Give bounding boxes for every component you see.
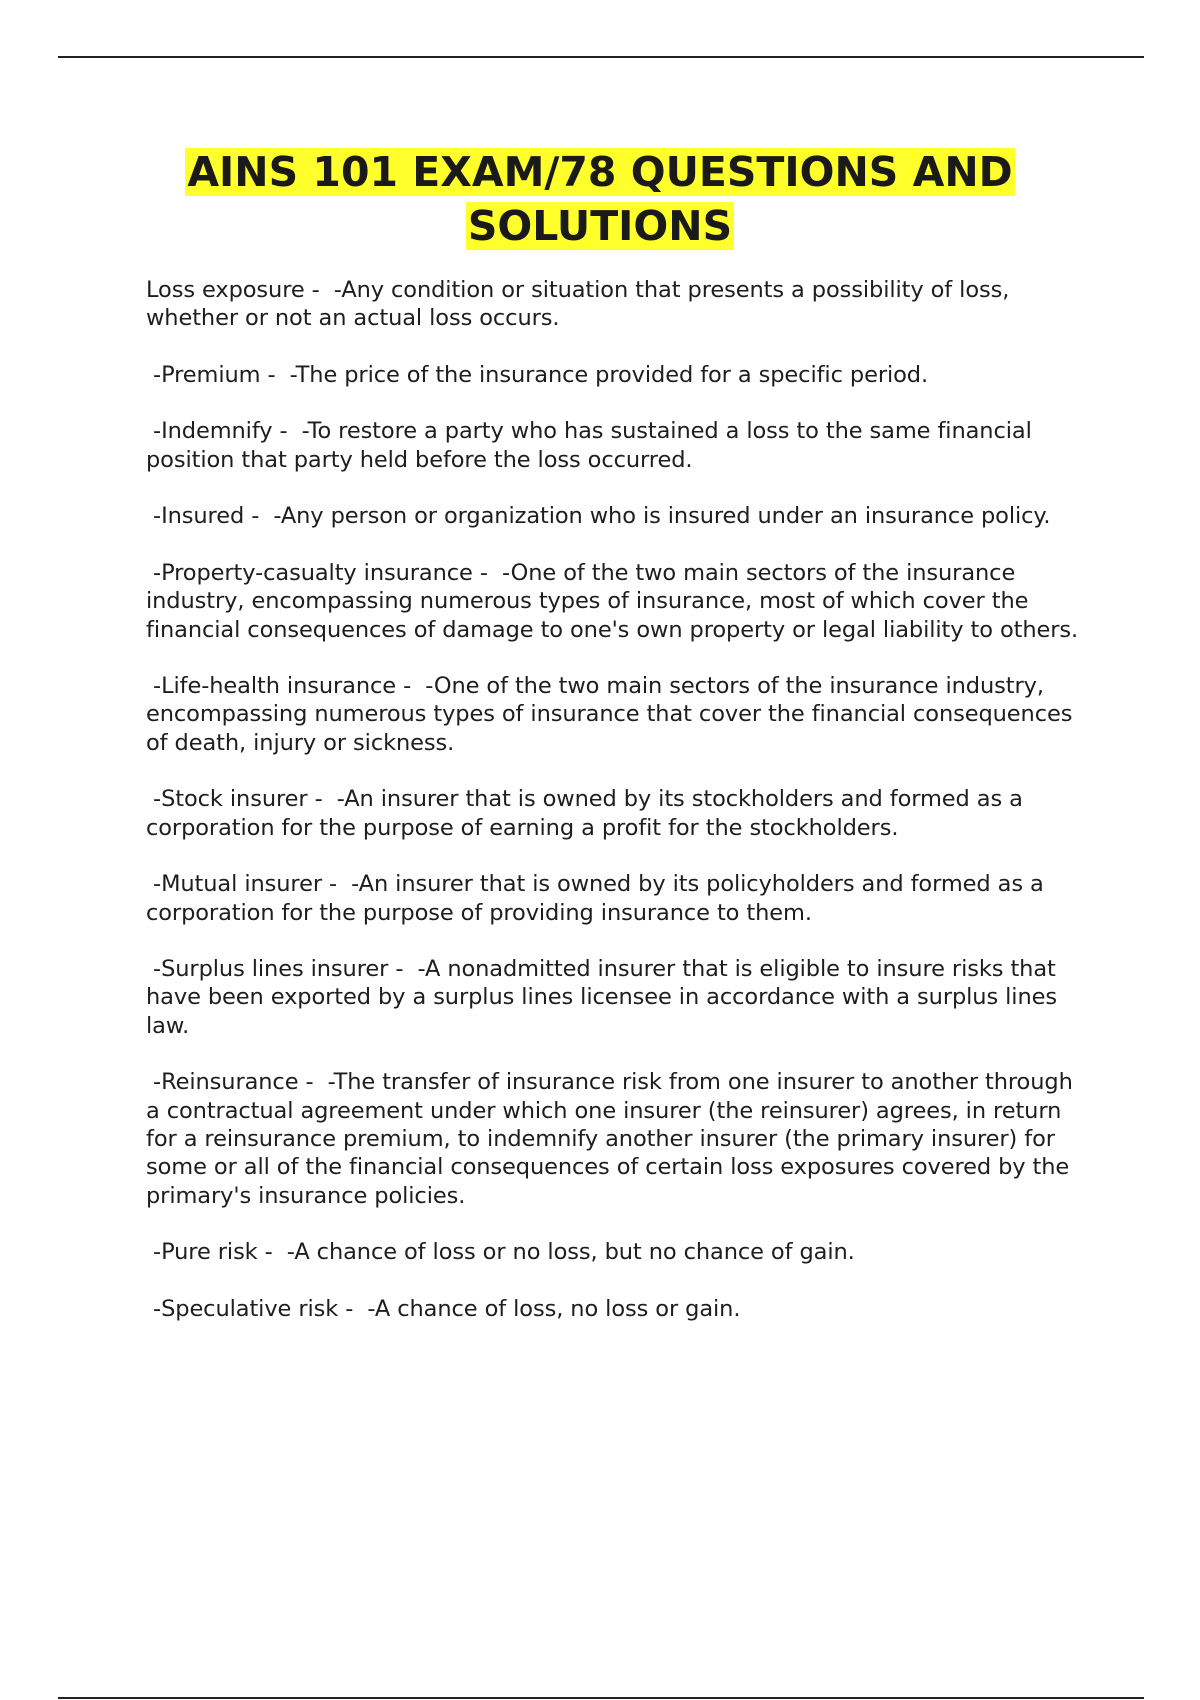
entry-definition: To restore a party who has sustained a loss to the same financial position that party held before the loss occurred. [146,418,1032,473]
entry-definition: One of the two main sectors of the insurance industry, encompassing numerous types of insurance that cover the financial consequences of death, injury or sickness. [146,673,1073,756]
entry-term: Premium [161,361,261,388]
entry-separator: - - [298,1069,334,1096]
entry-separator: - - [338,1295,375,1322]
entry-lead: - [146,418,162,445]
entry-term: Insured [161,503,245,530]
entry-separator: - - [321,871,359,898]
entry-separator: - - [396,673,434,700]
flashcard-entry [146,785,1091,842]
entry-lead: - [146,956,162,983]
flashcard-list [146,276,1091,1351]
flashcard-entry [146,502,1091,530]
entry-term: Speculative risk [161,1295,339,1322]
entry-term: Indemnify [161,418,273,445]
entry-lead: - [146,503,162,530]
entry-lead: - [146,361,162,388]
entry-definition: An insurer that is owned by its stockholders and formed as a corporation for the purpose of earning a profit for the stockholders. [146,786,1023,841]
entry-definition: The transfer of insurance risk from one insurer to another through a contractual agreement under which one insurer (the reinsurer) agrees, in return for a reinsurance premium, to indemnify another insurer (the primary insurer) for some or all of the financial consequences of certain loss exposures covered by the primary's insurance policies. [146,1069,1073,1209]
entry-term: Loss exposure [146,277,305,303]
entry-definition: The price of the insurance provided for a specific period. [295,361,929,388]
entry-definition: A chance of loss, no loss or gain. [374,1295,741,1322]
entry-separator: - - [244,503,281,530]
entry-separator: - - [388,956,425,983]
entry-lead: - [146,673,162,700]
flashcard-entry [146,559,1091,644]
flashcard-entry [146,955,1091,1040]
entry-term: Pure risk [161,1239,258,1266]
entry-lead: - [146,871,162,898]
entry-term: Surplus lines insurer [161,956,389,983]
entry-lead: - [146,559,162,586]
entry-term: Life-health insurance [161,673,397,700]
flashcard-entry [146,361,1091,389]
flashcard-entry [146,1068,1091,1209]
entry-definition: An insurer that is owned by its policyholders and formed as a corporation for the purpose of providing insurance to them. [146,871,1044,926]
entry-definition: Any condition or situation that presents a possibility of loss, whether or not an actual loss occurs. [146,277,1010,332]
entry-lead: - [146,1069,162,1096]
entry-term: Property-casualty insurance [161,559,473,586]
entry-separator: - - [260,361,296,388]
document-title-text: AINS 101 EXAM/78 QUESTIONS AND SOLUTIONS [187,148,1013,250]
entry-lead: - [146,1295,162,1322]
entry-term: Mutual insurer [161,871,322,898]
entry-definition: One of the two main sectors of the insurance industry, encompassing numerous types of insurance, most of which cover the financial consequences of damage to one's own property or legal liability to others. [146,559,1079,643]
entry-separator: - - [272,418,308,445]
flashcard-entry [146,1295,1091,1323]
flashcard-entry [146,672,1091,757]
document-title [120,145,1080,253]
entry-term: Stock insurer [161,786,308,813]
flashcard-entry [146,276,1091,333]
entry-lead: - [146,786,162,813]
entry-definition: Any person or organization who is insured under an insurance policy. [280,503,1051,530]
flashcard-entry [146,1238,1091,1266]
entry-definition: A nonadmitted insurer that is eligible to insure risks that have been exported by a surplus lines licensee in accordance with a surplus lines law. [146,956,1057,1039]
entry-term: Reinsurance [161,1069,299,1096]
entry-separator: - - [304,277,342,303]
entry-separator: - - [257,1239,295,1266]
entry-lead: - [146,1239,162,1266]
entry-separator: - - [472,559,511,586]
flashcard-entry [146,870,1091,927]
entry-separator: - - [307,786,345,813]
top-rule [58,56,1144,58]
entry-definition: A chance of loss or no loss, but no chance of gain. [294,1239,855,1266]
flashcard-entry [146,417,1091,474]
bottom-rule [58,1697,1144,1699]
